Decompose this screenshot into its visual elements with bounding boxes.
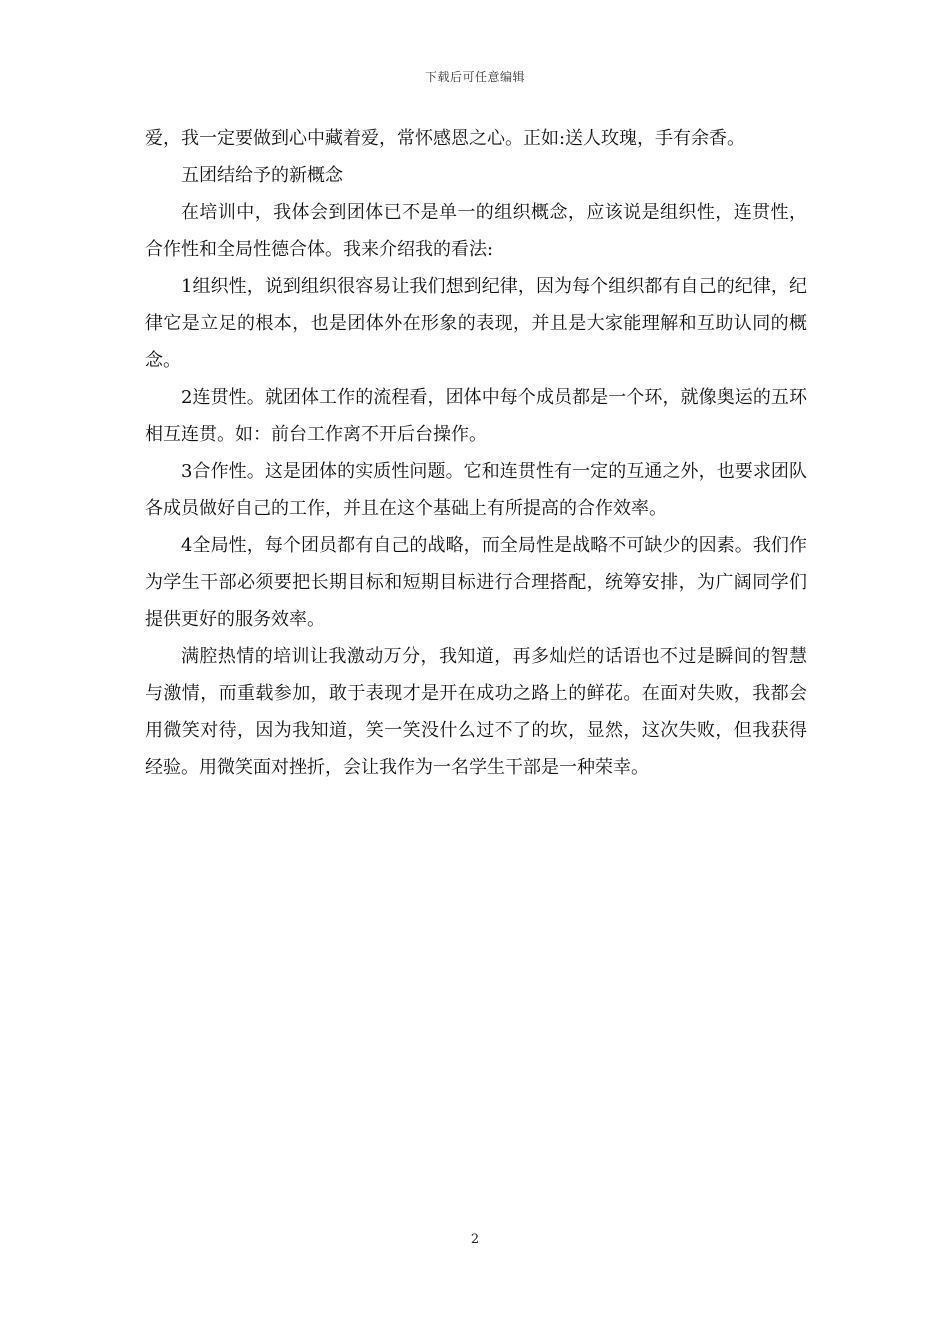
page-header: 下载后可任意编辑 xyxy=(424,70,525,84)
paragraph-cooperation: 3合作性。这是团体的实质性问题。它和连贯性有一定的互通之外，也要求团队各成员做好自己的工作，并且在这个基础上有所提高的合作效率。 xyxy=(145,461,807,519)
paragraph-continuity: 2连贯性。就团体工作的流程看，团体中每个成员都是一个环，就像奥运的五环相互连贯。如：前台工作离不开后台操作。 xyxy=(145,387,807,445)
paragraph-1: 爱，我一定要做到心中藏着爱，常怀感恩之心。正如:送人玫瑰，手有余香。 xyxy=(145,128,746,149)
paragraph-training: 在培训中，我体会到团体已不是单一的组织概念，应该说是组织性，连贯性，合作性和全局性德合体。我来介绍我的看法: xyxy=(145,202,807,260)
section-heading-unity: 五团结给予的新概念 xyxy=(181,165,343,186)
page-number: 2 xyxy=(470,1232,480,1247)
paragraph-organization: 1组织性，说到组织很容易让我们想到纪律，因为每个组织都有自己的纪律，纪律它是立足的根本，也是团体外在形象的表现，并且是大家能理解和互助认同的概念。 xyxy=(145,276,807,371)
document-body xyxy=(145,120,807,786)
paragraph-conclusion: 满腔热情的培训让我激动万分，我知道，再多灿烂的话语也不过是瞬间的智慧与激情，而重载参加，敢于表现才是开在成功之路上的鲜花。在面对失败，我都会用微笑对待，因为我知道，笑一笑没什么过不了的坎，显然，这次失败，但我获得经验。用微笑面对挫折，会让我作为一名学生干部是一种荣幸。 xyxy=(145,646,807,778)
paragraph-overall: 4全局性，每个团员都有自己的战略，而全局性是战略不可缺少的因素。我们作为学生干部必须要把长期目标和短期目标进行合理搭配，统筹安排，为广阔同学们提供更好的服务效率。 xyxy=(145,535,807,630)
